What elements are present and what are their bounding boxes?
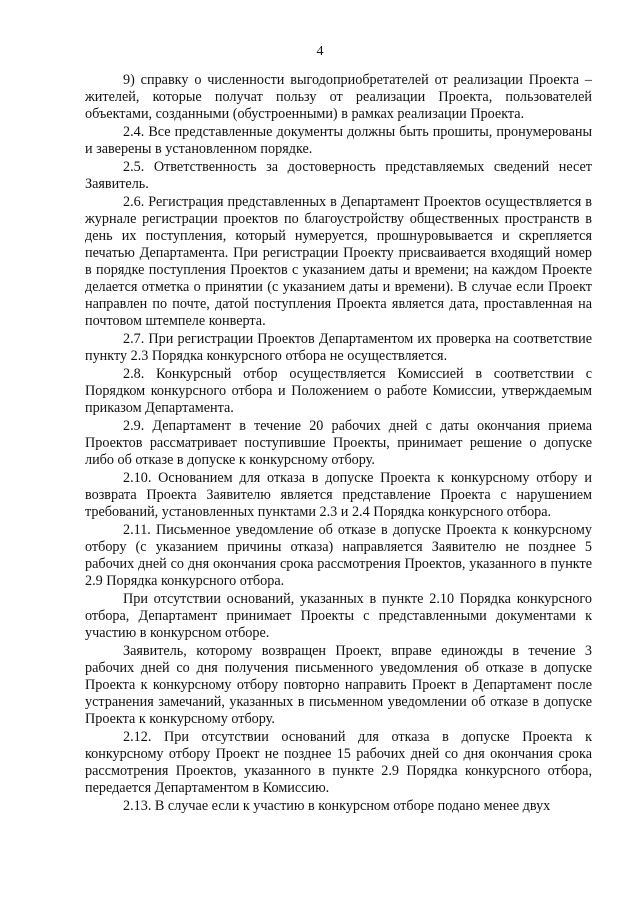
- paragraph-2-6: 2.6. Регистрация представленных в Департамент Проектов осуществляется в журнале регистрации проектов по благоустройству общественных пространств в день их поступления, который нумеруется, прошнуровывается и скрепляется печатью Департамента. При регистрации Проекту присваивается входящий номер в порядке поступления Проектов с указанием даты и времени; на каждом Проекте делается отметка о принятии (с указанием даты и времени). В случае если Проект направлен по почте, датой поступления Проекта является дата, проставленная на почтовом штемпеле конверта.: [85, 194, 592, 329]
- paragraph-2-10: 2.10. Основанием для отказа в допуске Проекта к конкурсному отбору и возврата Проекта Заявителю является представление Проекта с нарушением требований, установленных пунктами 2.3 и 2.4 Порядка конкурсного отбора.: [85, 470, 592, 520]
- paragraph-no-grounds: При отсутствии оснований, указанных в пункте 2.10 Порядка конкурсного отбора, Департамент принимает Проекты с представленными документами к участию в конкурсном отборе.: [85, 591, 592, 641]
- page-number: 4: [316, 44, 324, 59]
- paragraph-2-7: 2.7. При регистрации Проектов Департаментом их проверка на соответствие пункту 2.3 Порядка конкурсного отбора не осуществляется.: [85, 331, 592, 364]
- paragraph-2-9: 2.9. Департамент в течение 20 рабочих дней с даты окончания приема Проектов рассматривает поступившие Проекты, принимает решение о допуске либо об отказе в допуске к конкурсному отбору.: [85, 418, 592, 468]
- document-body: [85, 72, 592, 816]
- paragraph-2-5: 2.5. Ответственность за достоверность представляемых сведений несет Заявитель.: [85, 159, 592, 192]
- paragraph-2-12: 2.12. При отсутствии оснований для отказа в допуске Проекта к конкурсному отбору Проект не позднее 15 рабочих дней со дня окончания срока рассмотрения Проектов, указанного в пункте 2.9 Порядка конкурсного отбора, передается Департаментом в Комиссию.: [85, 729, 592, 796]
- paragraph-2-13: 2.13. В случае если к участию в конкурсном отборе подано менее двух: [123, 798, 551, 814]
- paragraph-resubmission: Заявитель, которому возвращен Проект, вправе единожды в течение 3 рабочих дней со дня получения письменного уведомления об отказе в допуске Проекта к конкурсному отбору повторно направить Проект в Департамент после устранения замечаний, указанных в письменном уведомлении об отказе в допуске Проекта к конкурсному отбору.: [85, 643, 592, 727]
- paragraph-2-11: 2.11. Письменное уведомление об отказе в допуске Проекта к конкурсному отбору (с указанием причины отказа) направляется Заявителю не позднее 5 рабочих дней со дня окончания срока рассмотрения Проектов, указанного в пункте 2.9 Порядка конкурсного отбора.: [85, 522, 592, 589]
- paragraph-2-8: 2.8. Конкурсный отбор осуществляется Комиссией в соответствии с Порядком конкурсного отбора и Положением о работе Комиссии, утверждаемым приказом Департамента.: [85, 366, 592, 416]
- paragraph-item-9: 9) справку о численности выгодоприобретателей от реализации Проекта – жителей, которые получат пользу от реализации Проекта, пользователей объектами, созданными (обустроенными) в рамках реализации Проекта.: [85, 72, 592, 122]
- paragraph-2-4: 2.4. Все представленные документы должны быть прошиты, пронумерованы и заверены в установленном порядке.: [85, 124, 592, 157]
